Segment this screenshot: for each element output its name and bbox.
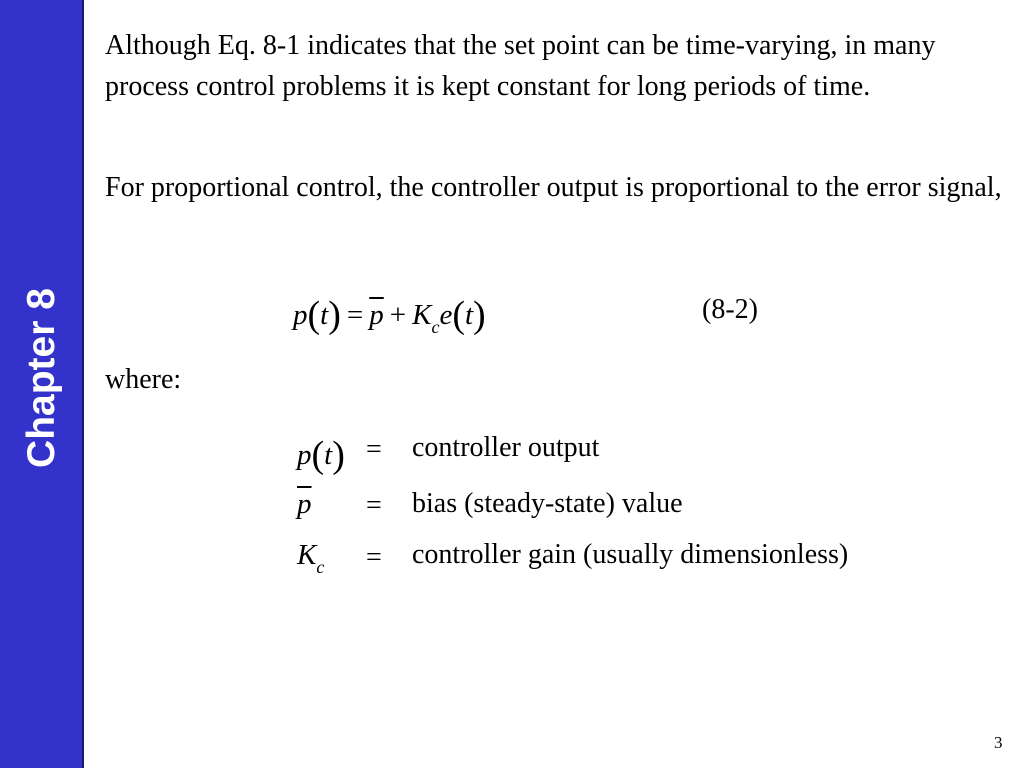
def-symbol-pbar: $\overline{p}$ [297,488,312,520]
eq-t: t [320,299,329,331]
eq-rparen: ) [328,294,341,336]
def-equals-2: = [366,490,382,521]
chapter-label: Chapter 8 [20,288,63,468]
eq-p: p [293,299,308,331]
eq-pbar: $\overline{p}$ [369,299,384,331]
eq-c: c [431,317,440,337]
def-text-controller-output: controller output [412,432,600,463]
equation-number: (8-2) [702,294,758,325]
def-text-controller-gain: controller gain (usually dimensionless) [412,539,849,570]
proportional-paragraph: For proportional control, the controller output is proportional to the error signal, [105,172,1002,203]
where-label: where: [105,364,182,395]
page-number: 3 [994,733,1003,752]
def-symbol-pt: p(t) [297,434,345,476]
eq-plus: + [389,299,407,331]
def-equals-1: = [366,434,382,465]
eq-lparen2: ( [452,294,465,336]
equation-8-2 [293,290,486,337]
eq-equals: = [346,299,364,331]
def-equals-3: = [366,542,382,573]
intro-paragraph: Although Eq. 8-1 indicates that the set point can be time-varying, in many process control problems it is kept constant for long periods of time. [105,30,936,102]
eq-K: K [412,299,432,331]
def-text-bias: bias (steady-state) value [412,488,683,519]
eq-t2: t [464,299,474,331]
eq-e: e [439,299,453,331]
eq-rparen2: ) [473,294,486,336]
def-symbol-kc: $K_c$ [297,539,325,577]
eq-lparen: ( [307,294,321,336]
chapter-sidebar [0,0,84,768]
